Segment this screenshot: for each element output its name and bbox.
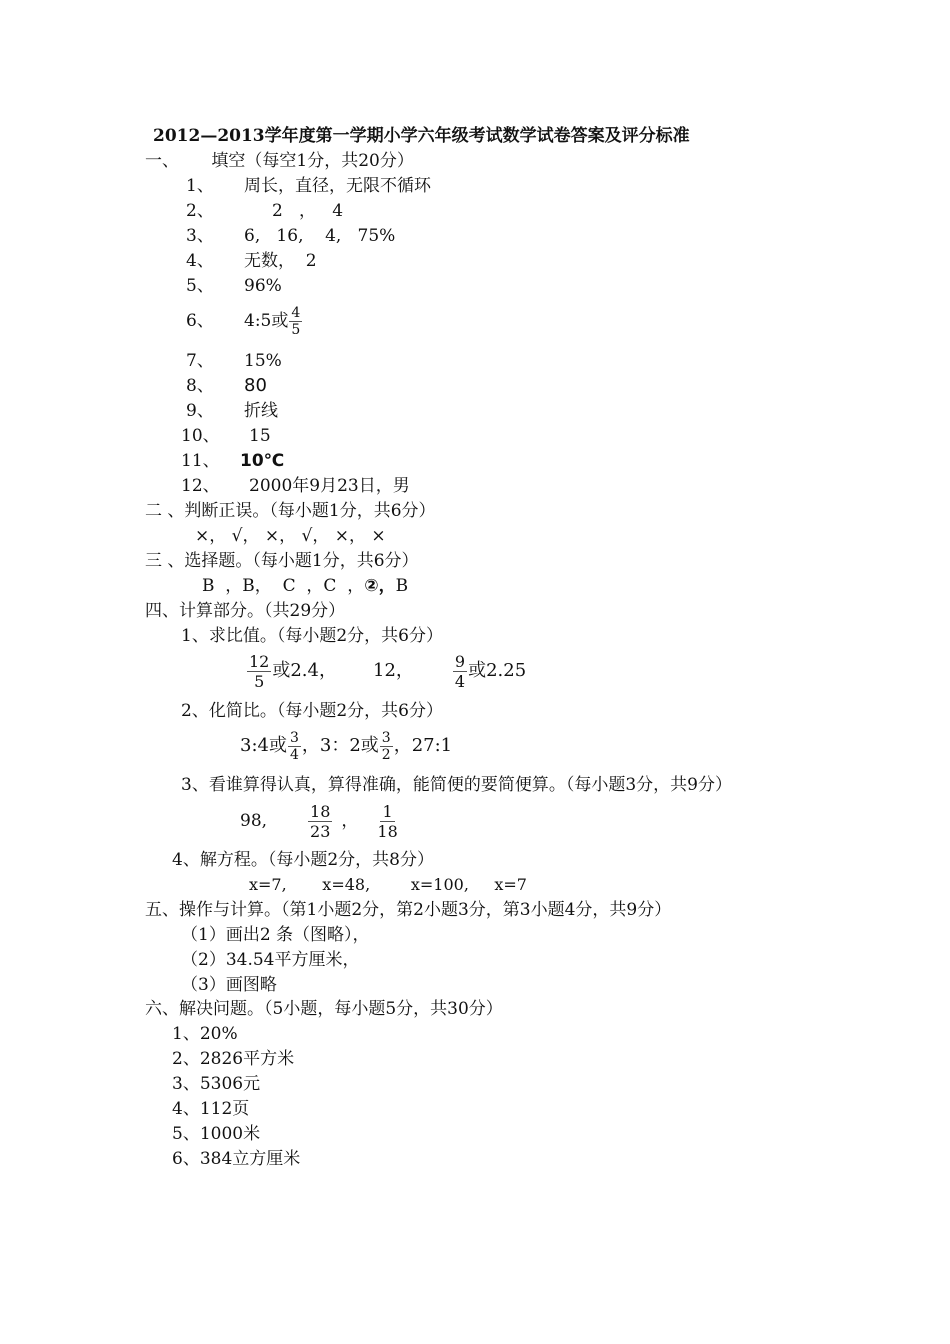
fraction-denominator: 23 bbox=[310, 822, 331, 841]
fraction-numerator: 3 bbox=[381, 729, 391, 746]
fraction-numerator: 1 bbox=[382, 802, 393, 821]
s6-item: 2、2826平方米 bbox=[172, 1049, 295, 1069]
section-4-heading: 四、计算部分。（共29分） bbox=[145, 601, 346, 621]
s5-item: （2）34.54平方厘米， bbox=[181, 950, 360, 970]
fraction-numerator: 4 bbox=[291, 305, 301, 321]
s1-item-number: 11、 bbox=[181, 451, 220, 471]
fraction bbox=[380, 730, 393, 763]
s1-item-number: 6、 bbox=[186, 311, 214, 331]
s6-item: 1、20% bbox=[172, 1024, 238, 1044]
s4-part-2-answers bbox=[240, 725, 452, 767]
s1-item-number: 10、 bbox=[181, 426, 220, 446]
fraction bbox=[375, 802, 399, 841]
s4-part-1-answers bbox=[246, 650, 526, 692]
s1-item-number: 9、 bbox=[186, 401, 214, 421]
fraction-numerator: 18 bbox=[310, 802, 331, 821]
s1-item-answer: 15% bbox=[244, 351, 282, 371]
fraction bbox=[453, 652, 467, 691]
answer-text: 3:4或 bbox=[240, 735, 287, 756]
s6-item: 3、5306元 bbox=[172, 1074, 261, 1094]
s4-part-3-answers bbox=[240, 800, 401, 842]
s1-item-answer: 15 bbox=[249, 426, 271, 446]
s1-item-answer bbox=[244, 303, 303, 339]
s3-answer-circled: ②， bbox=[364, 576, 396, 596]
answer-text: ，3：2或 bbox=[301, 735, 379, 756]
section-6-heading: 六、解决问题。（5小题，每小题5分，共30分） bbox=[145, 999, 503, 1019]
section-3-heading: 三 、选择题。（每小题1分，共6分） bbox=[145, 551, 419, 571]
s2-answers: ×， √， ×， √， ×， × bbox=[195, 526, 386, 546]
s1-item-answer: 2 ， 4 bbox=[272, 201, 344, 221]
fraction-numerator: 12 bbox=[249, 651, 270, 671]
answer-text: 98, bbox=[240, 811, 268, 831]
answer-text: 或2.25 bbox=[468, 660, 527, 681]
s5-item: （1）画出2 条（图略）， bbox=[181, 925, 370, 945]
fraction-denominator: 5 bbox=[291, 322, 301, 338]
s1-item-number: 8、 bbox=[186, 376, 214, 396]
s4-part-4-heading: 4、解方程。（每小题2分，共8分） bbox=[172, 850, 434, 870]
s1-item-number: 3、 bbox=[186, 226, 214, 246]
answer-text: ， bbox=[341, 811, 359, 831]
fraction bbox=[247, 652, 271, 691]
s1-item-answer: 10℃ bbox=[240, 451, 285, 471]
fraction-numerator: 3 bbox=[289, 729, 299, 746]
s4-part-1-heading: 1、求比值。（每小题2分，共6分） bbox=[181, 626, 443, 646]
fraction bbox=[288, 730, 301, 763]
s1-item-number: 12、 bbox=[181, 476, 220, 496]
s1-item-answer: 80 bbox=[244, 375, 267, 396]
s4-part-2-heading: 2、化简比。（每小题2分，共6分） bbox=[181, 701, 443, 721]
s3-answers-part: B bbox=[395, 576, 409, 596]
s4-part-3-heading: 3、看谁算得认真，算得准确，能简便的要简便算。（每小题3分，共9分） bbox=[181, 775, 732, 795]
s3-answers-part: B ，B， C ，C ， bbox=[202, 576, 365, 596]
answer-text: 12， bbox=[373, 660, 414, 681]
fraction bbox=[308, 802, 332, 841]
section-2-heading: 二 、判断正误。（每小题1分，共6分） bbox=[145, 501, 436, 521]
s1-item-answer: 2000年9月23日，男 bbox=[249, 476, 410, 496]
fraction-numerator: 9 bbox=[454, 651, 466, 671]
s1-item-number: 1、 bbox=[186, 176, 214, 196]
s1-item-number: 2、 bbox=[186, 201, 214, 221]
s5-item: （3）画图略 bbox=[181, 975, 277, 995]
s6-item: 5、1000米 bbox=[172, 1124, 261, 1144]
s1-item-number: 4、 bbox=[186, 251, 214, 271]
s1-item-answer: 折线 bbox=[244, 401, 278, 421]
s1-item-answer: 周长，直径，无限不循环 bbox=[244, 176, 431, 196]
s3-answers bbox=[202, 575, 408, 597]
s1-item-number: 5、 bbox=[186, 276, 214, 296]
fraction-denominator: 5 bbox=[254, 671, 265, 691]
s1-item-number: 7、 bbox=[186, 351, 214, 371]
fraction-denominator: 2 bbox=[381, 746, 391, 763]
s6-item: 4、112页 bbox=[172, 1099, 250, 1119]
fraction-denominator: 4 bbox=[454, 671, 466, 691]
fraction-denominator: 18 bbox=[377, 822, 398, 841]
fraction bbox=[289, 305, 302, 338]
s6-item: 6、384立方厘米 bbox=[172, 1149, 301, 1169]
s4-part-4-answers: x=7, x=48, x=100, x=7 bbox=[249, 875, 527, 894]
s1-item-answer: 无数， 2 bbox=[244, 251, 317, 271]
section-1-heading: 一、 填空（每空1分，共20分） bbox=[145, 151, 414, 171]
s1-item-answer: 6, 16, 4, 75% bbox=[244, 226, 396, 246]
answer-text: 或2.4， bbox=[272, 660, 337, 681]
fraction-denominator: 4 bbox=[289, 746, 299, 763]
answer-text: ，27:1 bbox=[393, 735, 453, 756]
section-5-heading: 五、操作与计算。（第1小题2分，第2小题3分，第3小题4分，共9分） bbox=[145, 900, 672, 920]
page-title: 2012—2013学年度第一学期小学六年级考试数学试卷答案及评分标准 bbox=[153, 126, 690, 146]
ratio-text: 4:5或 bbox=[244, 311, 289, 331]
s1-item-answer: 96% bbox=[244, 276, 282, 296]
